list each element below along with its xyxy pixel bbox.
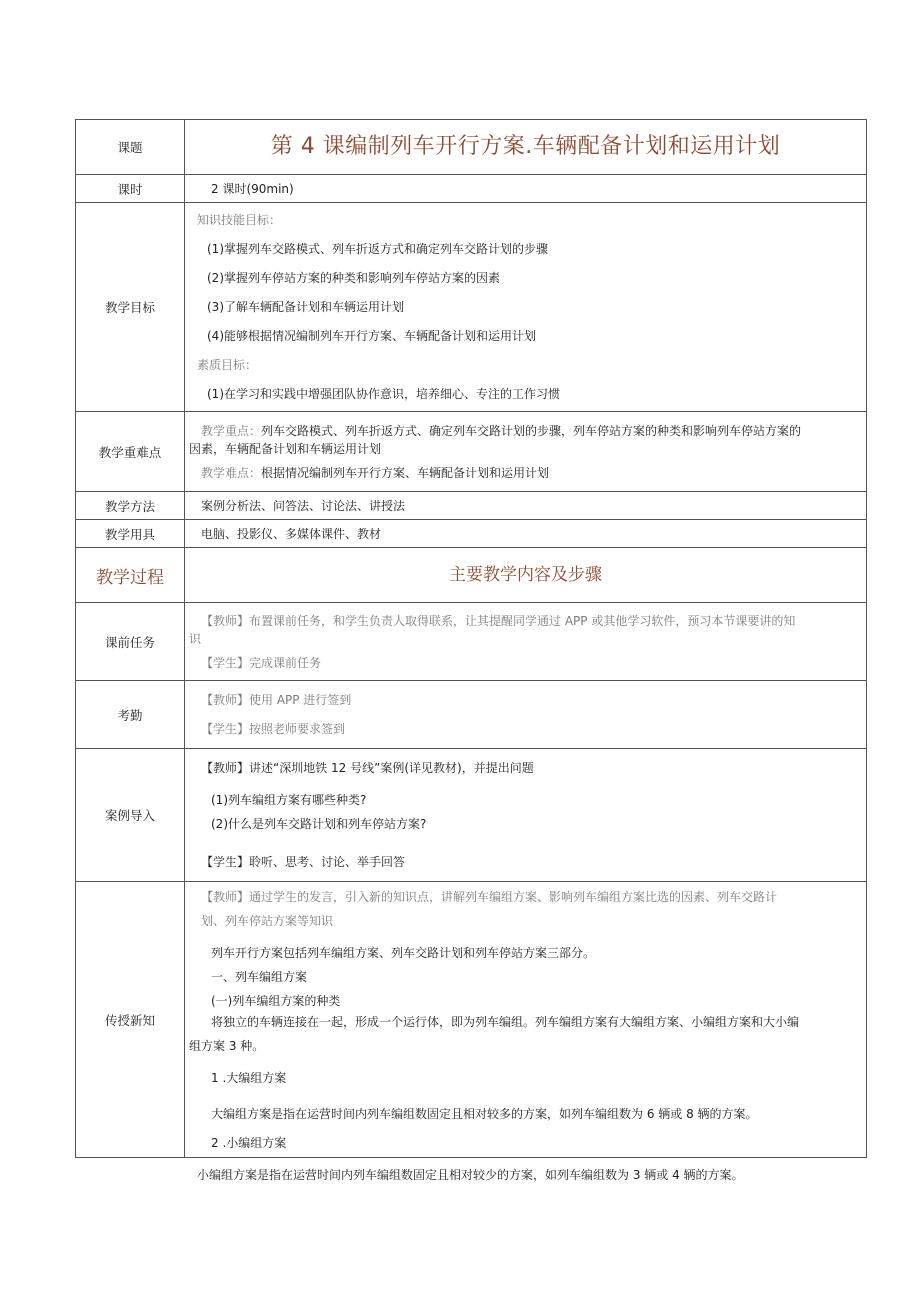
label-key-points: 教学重难点 (76, 412, 185, 492)
knowledge-goal-item: (2)掌握列车停站方案的种类和影响列车停站方案的因素 (207, 271, 501, 285)
label-methods: 教学方法 (76, 492, 185, 520)
row-case-intro (76, 749, 867, 882)
row-tools (76, 520, 867, 548)
difficult-point-heading: 教学难点： (201, 465, 262, 480)
tools-value: 电脑、投影仪、多媒体课件、教材 (185, 520, 867, 548)
label-case-intro: 案例导入 (76, 749, 185, 882)
teacher-new-knowledge-cont: 划、列车停站方案等知识 (201, 914, 334, 928)
paragraph: 列车开行方案包括列车编组方案、列车交路计划和列车停站方案三部分。 (211, 946, 596, 960)
label-objectives: 教学目标 (76, 203, 185, 412)
student-task: 【学生】完成课前任务 (201, 655, 322, 670)
row-new-knowledge (76, 882, 867, 1158)
process-heading: 主要教学内容及步骤 (449, 565, 602, 585)
key-point-text: 列车交路模式、列车折返方式、确定列车交路计划的步骤，列车停站方案的种类和影响列车停站方案的 (261, 423, 802, 438)
row-pre-class (76, 603, 867, 681)
item-heading: 1 .大编组方案 (211, 1071, 287, 1085)
knowledge-goal-item: (3)了解车辆配备计划和车辆运用计划 (207, 300, 404, 314)
row-topic (76, 120, 867, 175)
item-heading: 2 .小编组方案 (211, 1136, 287, 1150)
label-topic: 课题 (76, 120, 185, 175)
knowledge-goal-item: (4)能够根据情况编制列车开行方案、车辆配备计划和运用计划 (207, 329, 537, 343)
teacher-task-cont: 识 (189, 631, 202, 646)
difficult-point-text: 根据情况编制列车开行方案、车辆配备计划和运用计划 (261, 465, 550, 480)
label-hours: 课时 (76, 175, 185, 203)
methods-value: 案例分析法、问答法、讨论法、讲授法 (185, 492, 867, 520)
case-question: (1)列车编组方案有哪些种类? (211, 793, 367, 807)
teacher-attendance: 【教师】使用 APP 进行签到 (201, 693, 352, 707)
row-objectives (76, 203, 867, 412)
row-attendance (76, 681, 867, 749)
paragraph: 大编组方案是指在运营时间内列车编组数固定且相对较多的方案，如列车编组数为 6 辆或 8 辆的方案。 (211, 1107, 758, 1121)
teacher-new-knowledge: 【教师】通过学生的发言，引入新的知识点，讲解列车编组方案、影响列车编组方案比选的因素、列车交路计 (201, 890, 778, 904)
footer-paragraph: 小编组方案是指在运营时间内列车编组数固定且相对较少的方案，如列车编组数为 3 辆或 4 辆的方案。 (197, 1168, 744, 1182)
student-attendance: 【学生】按照老师要求签到 (201, 722, 346, 736)
paragraph: 将独立的车辆连接在一起，形成一个运行体，即为列车编组。列车编组方案有大编组方案、小编组方案和大小编 (211, 1015, 800, 1029)
section-heading: 一、列车编组方案 (211, 970, 308, 984)
case-question: (2)什么是列车交路计划和列车停站方案? (211, 817, 427, 831)
row-methods (76, 492, 867, 520)
lesson-title: 第 4 课编制列车开行方案.车辆配备计划和运用计划 (270, 134, 781, 159)
key-point-heading: 教学重点： (201, 423, 262, 438)
row-key-points (76, 412, 867, 492)
lesson-plan-table (75, 119, 867, 1158)
label-process: 教学过程 (76, 548, 185, 603)
student-case: 【学生】聆听、思考、讨论、举手回答 (201, 855, 406, 869)
teacher-task: 【教师】布置课前任务，和学生负责人取得联系，让其提醒同学通过 APP 或其他学习软件，预习本节课要讲的知 (201, 613, 796, 628)
label-new-knowledge: 传授新知 (76, 882, 185, 1158)
knowledge-goal-heading: 知识技能目标： (197, 213, 282, 227)
quality-goal-heading: 素质目标： (197, 358, 258, 372)
paragraph-cont: 组方案 3 种。 (189, 1039, 265, 1053)
quality-goal-item: (1)在学习和实践中增强团队协作意识，培养细心、专注的工作习惯 (207, 387, 561, 401)
knowledge-goal-item: (1)掌握列车交路模式、列车折返方式和确定列车交路计划的步骤 (207, 242, 549, 256)
label-pre-class: 课前任务 (76, 603, 185, 681)
label-attendance: 考勤 (76, 681, 185, 749)
subsection-heading: (一)列车编组方案的种类 (211, 994, 341, 1008)
row-hours (76, 175, 867, 203)
label-tools: 教学用具 (76, 520, 185, 548)
teacher-case: 【教师】讲述“深圳地铁 12 号线”案例(详见教材)，并提出问题 (201, 761, 534, 775)
row-process-header (76, 548, 867, 603)
key-point-text-cont: 因素，车辆配备计划和车辆运用计划 (189, 441, 382, 456)
hours-value: 2 课时(90min) (185, 175, 867, 203)
